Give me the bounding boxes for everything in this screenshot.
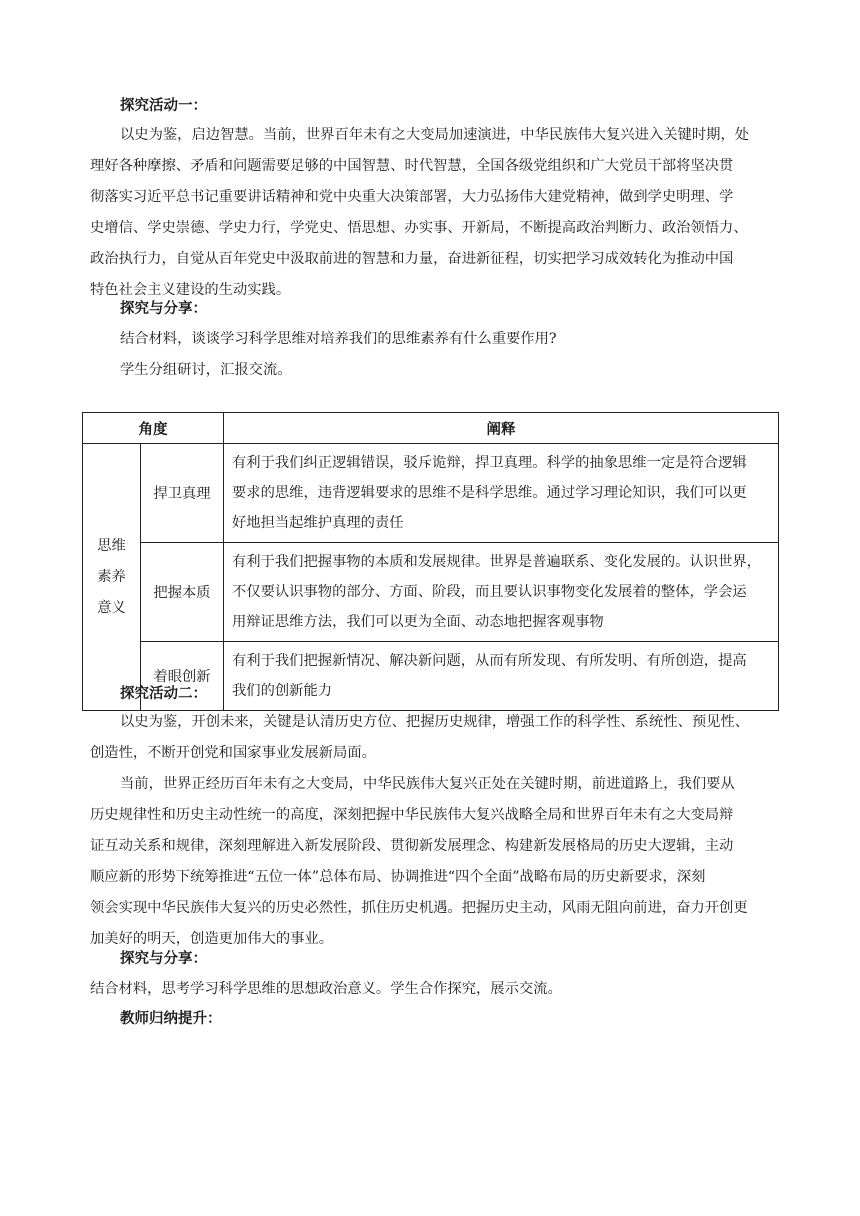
paragraph-line: 特色社会主义建设的生动实践。 <box>90 282 291 298</box>
header-angle: 角度 <box>83 413 224 444</box>
paragraph-line: 证互动关系和规律，深刻理解进入新发展阶段、贯彻新发展理念、构建新发展格局的历史大逻辑，主动 <box>90 838 734 854</box>
explanation-line: 好地担当起维护真理的责任 <box>232 515 404 531</box>
thinking-literacy-table <box>82 412 779 711</box>
category-line: 素养 <box>97 568 126 585</box>
category-cell <box>83 444 141 711</box>
paragraph-line: 当前，世界正经历百年未有之大变局，中华民族伟大复兴正处在关键时期，前进道路上，我们要从 <box>120 776 735 792</box>
activity-two-heading: 探究活动二： <box>120 686 207 702</box>
explanation-line: 用辩证思维方法，我们可以更为全面、动态地把握客观事物 <box>232 614 604 630</box>
aspect-cell: 把握本质 <box>141 543 224 642</box>
table-row <box>83 543 779 642</box>
explanation-line: 不仅要认识事物的部分、方面、阶段，而且要认识事物变化发展着的整体，学会运 <box>232 584 747 600</box>
share-two-text: 结合材料，思考学习科学思维的思想政治意义。学生合作探究，展示交流。 <box>90 981 562 997</box>
header-explanation: 阐释 <box>224 413 779 444</box>
explanation-line: 我们的创新能力 <box>232 683 333 699</box>
paragraph-line: 加美好的明天，创造更加伟大的事业。 <box>90 931 334 947</box>
paragraph-line: 政治执行力，自觉从百年党史中汲取前进的智慧和力量，奋进新征程，切实把学习成效转化为推动中国 <box>90 251 734 267</box>
share-one-instruction: 学生分组研讨，汇报交流。 <box>120 362 292 378</box>
table-row <box>83 444 779 543</box>
table-header-row <box>83 413 779 444</box>
explanation-line: 有利于我们纠正逻辑错误，驳斥诡辩，捍卫真理。科学的抽象思维一定是符合逻辑 <box>232 455 747 471</box>
explanation-line: 有利于我们把握事物的本质和发展规律。世界是普遍联系、变化发展的。认识世界， <box>232 554 761 570</box>
activity-two-paragraph-1 <box>90 707 776 769</box>
paragraph-line: 顺应新的形势下统筹推进“五位一体”总体布局、协调推进“四个全面”战略布局的历史新要求，深刻 <box>90 869 706 885</box>
paragraph-line: 彻落实习近平总书记重要讲话精神和党中央重大决策部署，大力弘扬伟大建党精神，做到学史明理、学 <box>90 189 734 205</box>
paragraph-line: 理好各种摩擦、矛盾和问题需要足够的中国智慧、时代智慧，全国各级党组织和广大党员干部将坚决贯 <box>90 158 734 174</box>
category-line: 思维 <box>97 537 126 554</box>
share-one-question: 结合材料，谈谈学习科学思维对培养我们的思维素养有什么重要作用? <box>120 331 557 347</box>
teacher-summary-heading: 教师归纳提升： <box>120 1011 222 1027</box>
share-one-heading: 探究与分享： <box>120 301 207 317</box>
paragraph-line: 以史为鉴，开创未来，关键是认清历史方位、把握历史规律，增强工作的科学性、系统性、预见性、 <box>120 714 750 730</box>
activity-two-paragraph-2 <box>90 769 776 955</box>
paragraph-line: 史增信、学史崇德、学史力行，学党史、悟思想、办实事、开新局，不断提高政治判断力、政治领悟力、 <box>90 220 748 236</box>
paragraph-line: 以史为鉴，启边智慧。当前，世界百年未有之大变局加速演进，中华民族伟大复兴进入关键时期，处 <box>120 127 750 143</box>
activity-one-paragraph <box>90 120 776 306</box>
share-two-heading: 探究与分享： <box>120 951 207 967</box>
paragraph-line: 领会实现中华民族伟大复兴的历史必然性，抓住历史机遇。把握历史主动，风雨无阻向前进，奋力开创更 <box>90 900 748 916</box>
explanation-line: 要求的思维，违背逻辑要求的思维不是科学思维。通过学习理论知识，我们可以更 <box>232 485 747 501</box>
explanation-cell <box>224 642 779 711</box>
aspect-cell: 捍卫真理 <box>141 444 224 543</box>
paragraph-line: 历史规律性和历史主动性统一的高度，深刻把握中华民族伟大复兴战略全局和世界百年未有之大变局辩 <box>90 807 734 823</box>
activity-one-heading: 探究活动一： <box>120 98 207 114</box>
explanation-cell <box>224 543 779 642</box>
category-line: 意义 <box>97 599 126 616</box>
explanation-line: 有利于我们把握新情况、解决新问题，从而有所发现、有所发明、有所创造，提高 <box>232 653 747 669</box>
aspect-cell: 着眼创新 <box>141 642 224 711</box>
explanation-cell <box>224 444 779 543</box>
paragraph-line: 创造性，不断开创党和国家事业发展新局面。 <box>90 745 376 761</box>
